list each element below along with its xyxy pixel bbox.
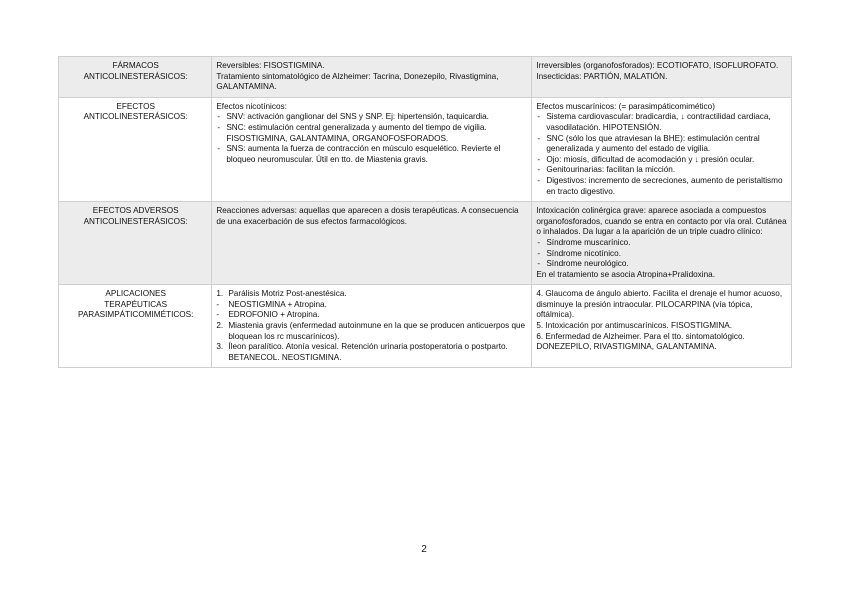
list-item <box>216 300 528 311</box>
list-item: - SNS: aumenta la fuerza de contracción en músculo esquelético. Revierte el bloqueo neuromuscular. Útil en tto. de Miastenia gravis. <box>216 144 528 165</box>
cell-text: Insecticidas: PARTIÓN, MALATIÓN. <box>536 71 668 81</box>
list-item <box>216 342 528 363</box>
cell-text: 4. Glaucoma de ángulo abierto. Facilita el drenaje el humor acuoso, disminuye la presión intraocular. PILOCARPINA (vía tópica, oftálmica). <box>536 289 783 320</box>
cell-reacciones-adversas <box>212 202 532 285</box>
list-item: - Síndrome neurológico. <box>536 259 788 270</box>
row-header-line: ANTICOLINESTERÁSICOS: <box>83 112 188 122</box>
cell-text: Reacciones adversas: aquellas que aparecen a dosis terapéuticas. A consecuencia de una exacerbación de sus efectos farmacológicos. <box>216 206 519 226</box>
row-header-line: FÁRMACOS <box>112 61 159 70</box>
list-marker: 2. <box>216 321 224 331</box>
list-item: - Digestivos: incremento de secreciones, aumento de peristaltismo en tracto digestivo. <box>536 176 788 197</box>
dash-list <box>216 112 528 165</box>
row-header-line: EFECTOS ADVERSOS <box>92 206 179 216</box>
table-row-efectos <box>59 97 792 201</box>
dash-list <box>536 112 788 197</box>
table-row-farmacos <box>59 57 792 98</box>
numbered-list <box>216 289 528 363</box>
row-header-farmacos <box>59 57 212 98</box>
list-item: - Ojo: miosis, dificultad de acomodación y ↓ presión ocular. <box>536 155 788 166</box>
cell-text: Irreversibles (organofosforados): ECOTIOFATO, ISOFLUROFATO. <box>536 61 779 70</box>
row-header-line: APLICACIONES <box>105 289 166 299</box>
list-item: - Síndrome nicotínico. <box>536 249 788 260</box>
list-marker: 3. <box>216 342 224 352</box>
dash-list <box>536 238 788 270</box>
cell-outro: En el tratamiento se asocia Atropina+Pralidoxina. <box>536 269 715 279</box>
cell-text: Reversibles: FISOSTIGMINA. <box>216 61 325 70</box>
cell-efectos-muscarinicos <box>532 97 792 201</box>
cell-irreversibles <box>532 57 792 98</box>
row-header-aplicaciones <box>59 285 212 368</box>
list-item: - SNV: activación ganglionar del SNS y SNP. Ej: hipertensión, taquicardia. <box>216 112 528 123</box>
row-header-line: ANTICOLINESTERÁSICOS: <box>83 71 188 81</box>
cell-aplicaciones-4-6 <box>532 285 792 368</box>
list-marker: - <box>216 299 220 309</box>
cell-efectos-nicotinicos <box>212 97 532 201</box>
cell-intoxicacion <box>532 202 792 285</box>
list-item-text: Parálisis Motriz Post-anestésica. <box>228 289 347 299</box>
list-item <box>216 289 528 300</box>
list-item <box>216 310 528 321</box>
row-header-line: PARASIMPÁTICOMIMÉTICOS: <box>77 310 194 320</box>
list-item: - Síndrome muscarínico. <box>536 238 788 249</box>
table-row-aplicaciones <box>59 285 792 368</box>
list-item <box>216 321 528 342</box>
cell-intro: Efectos nicotínicos: <box>216 101 287 111</box>
cell-intro: Intoxicación colinérgica grave: aparece asociada a compuestos organofosforados, cuando se entra en contacto por vía oral. Cutánea o inhalados. Da lugar a la aparición de un triple cuadro clínico: <box>536 206 787 237</box>
list-item-text: EDROFONIO + Atropina. <box>228 310 320 320</box>
list-marker: 1. <box>216 289 224 299</box>
list-marker: - <box>216 310 220 320</box>
list-item: - Genitourinarias: facilitan la micción. <box>536 165 788 176</box>
row-header-efectos-adversos <box>59 202 212 285</box>
cell-intro: Efectos muscarínicos: (= parasimpáticomimético) <box>536 101 715 111</box>
row-header-line: EFECTOS <box>116 101 155 111</box>
list-item-text: Miastenia gravis (enfermedad autoinmune en la que se producen anticuerpos que bloquean los rc muscarínicos). <box>228 321 526 341</box>
table-row-efectos-adversos <box>59 202 792 285</box>
cell-text: Tratamiento sintomatológico de Alzheimer: Tacrina, Donezepilo, Rivastigmina, GALANTAMINA. <box>216 71 499 92</box>
cell-aplicaciones-1-3 <box>212 285 532 368</box>
list-item-text: Íleon paralítico. Atonía vesical. Retención urinaria postoperatoria o postparto. BETANECOL. NEOSTIGMINA. <box>228 342 508 362</box>
cell-reversibles <box>212 57 532 98</box>
page-number: 2 <box>421 544 427 555</box>
list-item: - SNC (sólo los que atraviesan la BHE): estimulación central generalizada y aumento del estado de vigilia. <box>536 134 788 155</box>
list-item: - SNC: estimulación central generalizada y aumento del tiempo de vigilia. FISOSTIGMINA, GALANTAMINA, ORGANOFOSFORADOS. <box>216 123 528 144</box>
row-header-line: TERAPÉUTICAS <box>104 299 168 309</box>
pharmacology-table <box>58 56 792 368</box>
cell-text: 5. Intoxicación por antimuscarínicos. FISOSTIGMINA. <box>536 321 732 331</box>
cell-text: 6. Enfermedad de Alzheimer. Para el tto. sintomatológico. DONEZEPILO, RIVASTIGMINA, GALANTAMINA. <box>536 331 745 352</box>
row-header-efectos <box>59 97 212 201</box>
list-item-text: NEOSTIGMINA + Atropina. <box>228 299 327 309</box>
list-item: - Sistema cardiovascular: bradicardia, ↓ contractilidad cardiaca, vasodilatación. HIPOTENSIÓN. <box>536 112 788 133</box>
row-header-line: ANTICOLINESTERÁSICOS: <box>83 216 188 226</box>
